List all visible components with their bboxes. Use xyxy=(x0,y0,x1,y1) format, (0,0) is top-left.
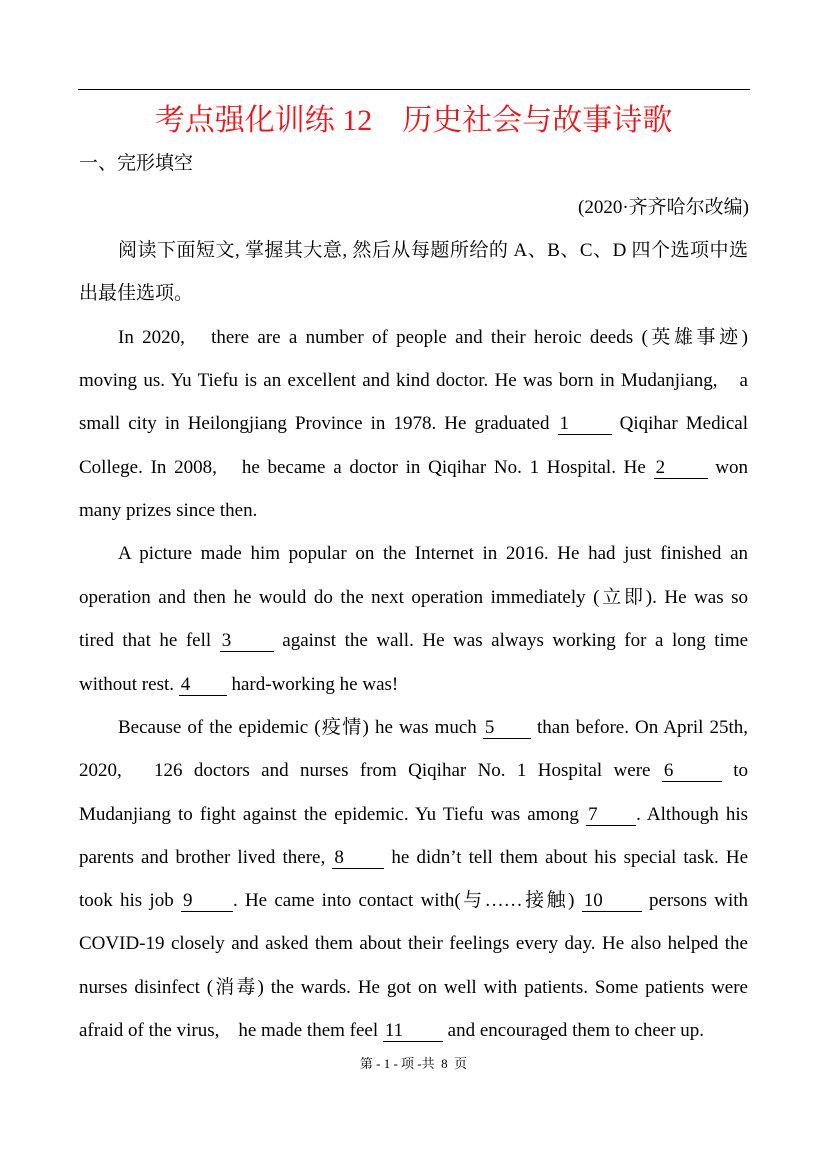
text-segment: Because of the epidemic (疫情) he was much xyxy=(118,717,477,738)
source-note: (2020·齐齐哈尔改编) xyxy=(578,197,749,218)
text-segment: Mudanjiang to fight against the epidemic. Yu Tiefu was among xyxy=(79,804,579,825)
instruction-line-2: 出最佳选项。 xyxy=(79,283,194,304)
p3-line-2 xyxy=(79,758,748,784)
text-segment: against the wall. He was always working for a long time xyxy=(282,630,749,651)
blank-8[interactable]: 8 xyxy=(332,848,384,869)
text-segment: to xyxy=(733,760,748,781)
text-segment: without rest. xyxy=(79,674,174,695)
text-segment: and encouraged them to cheer up. xyxy=(447,1020,705,1041)
text-segment: . Although his xyxy=(636,804,749,825)
p1-line-5: many prizes since then. xyxy=(79,500,258,521)
p3-line-7: nurses disinfect (消毒) the wards. He got on well with patients. Some patients were xyxy=(79,977,748,998)
text-segment: won xyxy=(715,457,749,478)
p1-line-4 xyxy=(79,455,748,481)
text-segment: took his job xyxy=(79,890,174,911)
text-segment: 2020, 126 doctors and nurses from Qiqihar No. 1 Hospital were xyxy=(79,760,651,781)
p2-line-1: A picture made him popular on the Internet in 2016. He had just finished an xyxy=(118,543,748,564)
blank-3[interactable]: 3 xyxy=(220,631,274,652)
section-heading: 一、完形填空 xyxy=(79,153,194,174)
text-segment: . He came into contact with(与……接触) xyxy=(232,890,575,911)
p3-line-4 xyxy=(79,845,748,871)
p3-line-3 xyxy=(79,802,748,828)
text-segment: he didn’t tell them about his special task. He xyxy=(391,847,748,868)
blank-6[interactable]: 6 xyxy=(662,761,722,782)
title-part-1: 考点强化训练 12 xyxy=(154,104,373,137)
instruction-line-1: 阅读下面短文, 掌握其大意, 然后从每题所给的 A、B、C、D 四个选项中选 xyxy=(118,240,748,261)
blank-9[interactable]: 9 xyxy=(181,891,233,912)
text-segment: College. In 2008, he became a doctor in Qiqihar No. 1 Hospital. He xyxy=(79,457,646,478)
p3-line-5 xyxy=(79,888,748,914)
title-part-2: 历史社会与故事诗歌 xyxy=(402,104,673,137)
p3-line-1 xyxy=(118,715,748,741)
p2-line-3 xyxy=(79,628,748,654)
p2-line-4 xyxy=(79,672,748,698)
blank-1[interactable]: 1 xyxy=(558,414,612,435)
text-segment: afraid of the virus, he made them feel xyxy=(79,1020,379,1041)
blank-7[interactable]: 7 xyxy=(586,805,636,826)
text-segment: small city in Heilongjiang Province in 1978. He graduated xyxy=(79,413,550,434)
p1-line-3 xyxy=(79,411,748,437)
page-footer: 第 - 1 - 项 -共 8 页 xyxy=(359,1056,468,1071)
text-segment: than before. On April 25th, xyxy=(536,717,749,738)
blank-5[interactable]: 5 xyxy=(483,718,531,739)
blank-10[interactable]: 10 xyxy=(582,891,642,912)
blank-4[interactable]: 4 xyxy=(179,675,227,696)
header-rule xyxy=(78,89,750,90)
text-segment: parents and brother lived there, xyxy=(79,847,326,868)
text-segment: persons with xyxy=(648,890,749,911)
blank-11[interactable]: 11 xyxy=(383,1021,443,1042)
text-segment: hard-working he was! xyxy=(231,674,399,695)
p1-line-1: In 2020, there are a number of people and their heroic deeds (英雄事迹) xyxy=(118,327,748,348)
blank-2[interactable]: 2 xyxy=(654,458,708,479)
p1-line-2: moving us. Yu Tiefu is an excellent and kind doctor. He was born in Mudanjiang, a xyxy=(79,370,748,391)
text-segment: tired that he fell xyxy=(79,630,212,651)
p3-line-8 xyxy=(79,1018,748,1044)
p2-line-2: operation and then he would do the next operation immediately (立即). He was so xyxy=(79,587,748,608)
text-segment: Qiqihar Medical xyxy=(619,413,749,434)
page-title xyxy=(0,99,827,143)
p3-line-6: COVID-19 closely and asked them about their feelings every day. He also helped the xyxy=(79,933,748,954)
